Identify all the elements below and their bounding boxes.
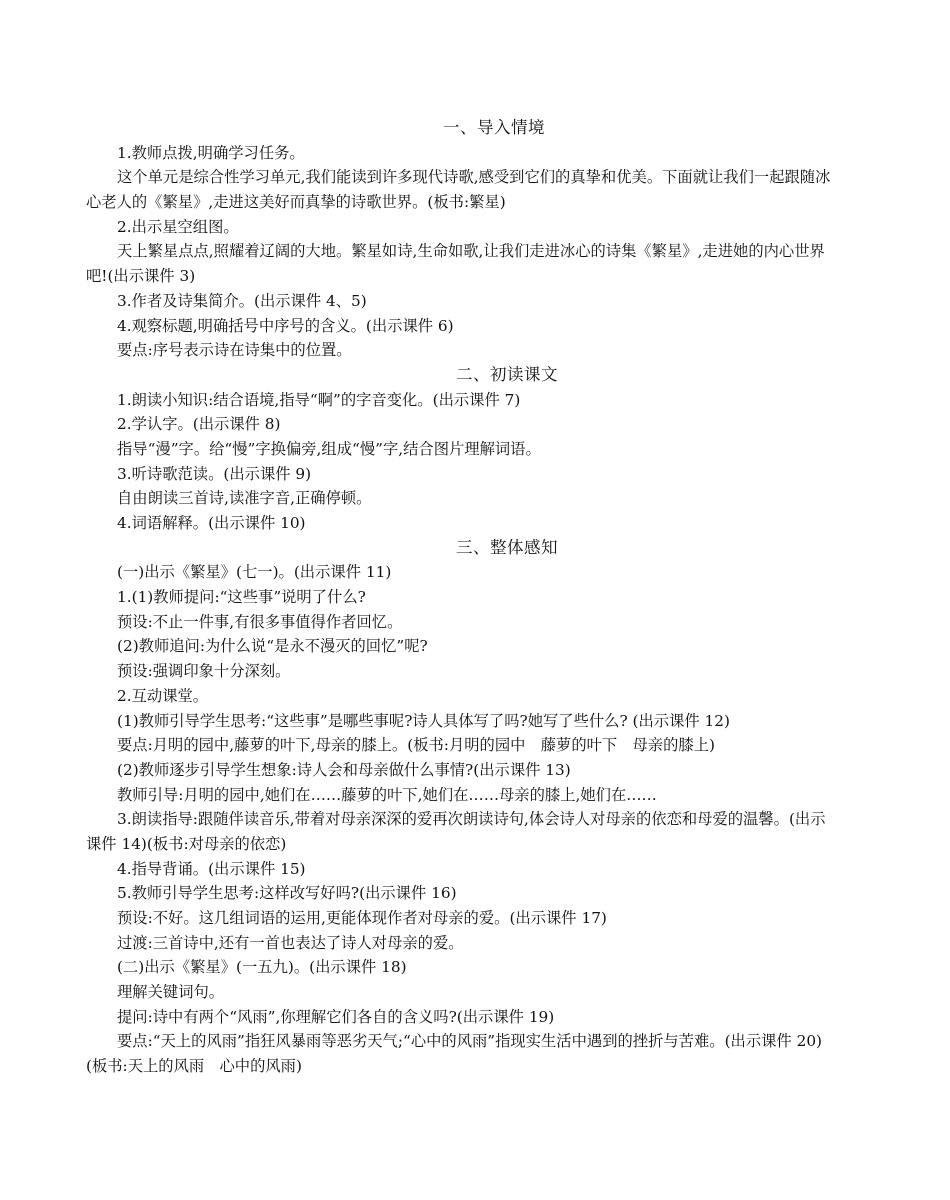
- text-line: 要点:序号表示诗在诗集中的位置。: [117, 341, 352, 360]
- text-line: (2)教师追问:为什么说“是永不漫灭的回忆”呢?: [117, 637, 428, 656]
- text-line: 理解关键词句。: [117, 983, 225, 1002]
- text-line: 要点:月明的园中,藤萝的叶下,母亲的膝上。(板书:月明的园中 藤萝的叶下 母亲的膝上): [117, 736, 715, 755]
- text-line: 这个单元是综合性学习单元,我们能读到许多现代诗歌,感受到它们的真挚和优美。下面就让我们一起跟随冰: [117, 168, 831, 187]
- text-line: 4.指导背诵。(出示课件 15): [117, 859, 306, 878]
- text-line: (2)教师逐步引导学生想象:诗人会和母亲做什么事情?(出示课件 13): [117, 760, 571, 779]
- text-line: 要点:“天上的风雨”指狂风暴雨等恶劣天气;“心中的风雨”指现实生活中遇到的挫折与苦难。(出示课件 20): [117, 1032, 823, 1051]
- text-line: 4.词语解释。(出示课件 10): [117, 514, 306, 532]
- section-heading-intro: 一、导入情境: [443, 118, 545, 137]
- text-line: 预设:不好。这几组词语的运用,更能体现作者对母亲的爱。(出示课件 17): [117, 909, 607, 927]
- section-heading-overall-perception: 三、整体感知: [456, 537, 558, 557]
- text-line: 2.出示星空组图。: [117, 217, 239, 236]
- text-line: 提问:诗中有两个“风雨”,你理解它们各自的含义吗?(出示课件 19): [117, 1007, 555, 1026]
- text-line: 2.互动课堂。: [117, 686, 209, 705]
- text-line: 3.朗读指导:跟随伴读音乐,带着对母亲深深的爱再次朗读诗句,体会诗人对母亲的依恋和母爱的温馨。(出示: [117, 810, 826, 829]
- text-line: 天上繁星点点,照耀着辽阔的大地。繁星如诗,生命如歌,让我们走进冰心的诗集《繁星》,走进她的内心世界: [117, 242, 825, 261]
- text-line: 3.作者及诗集简介。(出示课件 4、5): [117, 291, 367, 310]
- text-line: 1.朗读小知识:结合语境,指导“啊”的字音变化。(出示课件 7): [117, 390, 521, 409]
- text-line: 5.教师引导学生思考:这样改写好吗?(出示课件 16): [117, 884, 457, 903]
- text-line: 自由朗读三首诗,读准字音,正确停顿。: [117, 489, 372, 508]
- text-line: 预设:不止一件事,有很多事值得作者回忆。: [117, 612, 403, 631]
- text-line: 4.观察标题,明确括号中序号的含义。(出示课件 6): [117, 316, 454, 335]
- text-line: 心老人的《繁星》,走进这美好而真挚的诗歌世界。(板书:繁星): [86, 193, 506, 212]
- text-line: 吧!(出示课件 3): [86, 267, 196, 286]
- text-line: 课件 14)(板书:对母亲的依恋): [86, 834, 287, 853]
- text-line: 1.教师点拨,明确学习任务。: [117, 143, 305, 162]
- text-line: 预设:强调印象十分深刻。: [117, 662, 291, 681]
- text-line: 指导“漫”字。给“慢”字换偏旁,组成“慢”字,结合图片理解词语。: [117, 439, 541, 458]
- text-line: 教师引导:月明的园中,她们在……藤萝的叶下,她们在……母亲的膝上,她们在……: [117, 785, 657, 804]
- section-heading-first-reading: 二、初读课文: [456, 364, 558, 384]
- text-line: (二)出示《繁星》(一五九)。(出示课件 18): [117, 958, 407, 977]
- text-line: 3.听诗歌范读。(出示课件 9): [117, 464, 312, 483]
- text-line: (1)教师引导学生思考:“这些事”是哪些事呢?诗人具体写了吗?她写了些什么? (出示课件 12): [117, 711, 730, 730]
- text-line: 2.学认字。(出示课件 8): [117, 415, 281, 434]
- text-line: 1.(1)教师提问:“这些事”说明了什么?: [117, 588, 366, 607]
- text-line: (一)出示《繁星》(七一)。(出示课件 11): [117, 563, 392, 582]
- lesson-plan-document: [86, 116, 864, 1079]
- text-line: (板书:天上的风雨 心中的风雨): [86, 1057, 302, 1076]
- text-line: 过渡:三首诗中,还有一首也表达了诗人对母亲的爱。: [117, 933, 464, 952]
